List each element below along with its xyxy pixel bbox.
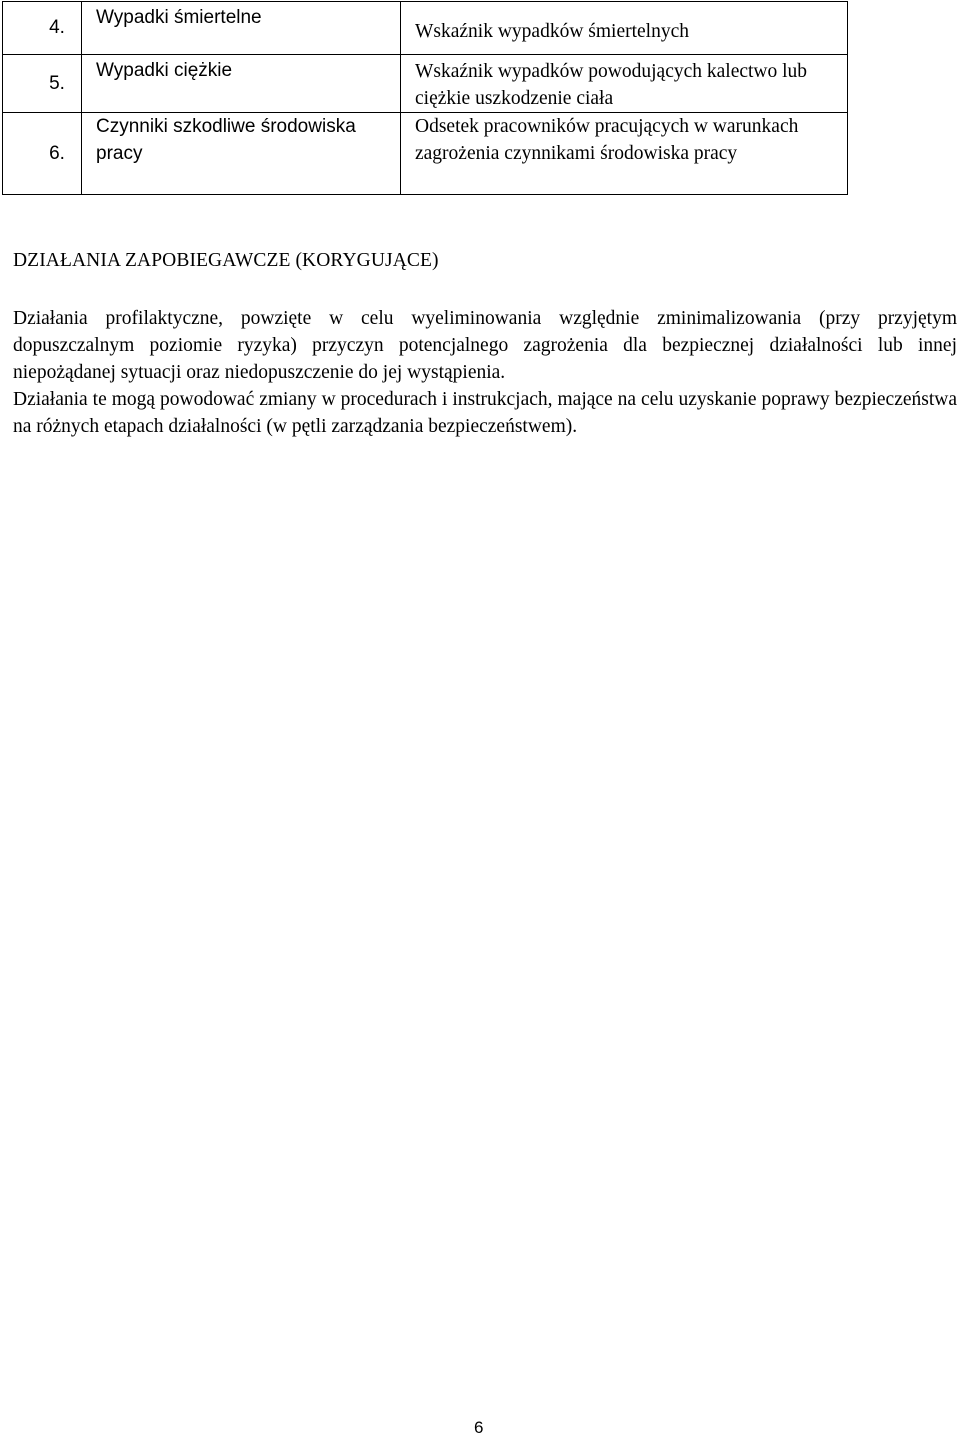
indicators-table xyxy=(2,1,848,195)
category-cell: Czynniki szkodliwe środowiska pracy xyxy=(82,113,401,195)
table-row xyxy=(3,113,848,195)
table-row xyxy=(3,2,848,55)
table-row xyxy=(3,55,848,113)
indicator-cell: Wskaźnik wypadków powodujących kalectwo lub ciężkie uszkodzenie ciała xyxy=(401,55,848,113)
row-number: 6. xyxy=(3,113,82,195)
indicator-cell: Wskaźnik wypadków śmiertelnych xyxy=(401,2,848,55)
category-cell: Wypadki ciężkie xyxy=(82,55,401,113)
row-number: 5. xyxy=(3,55,82,113)
category-cell: Wypadki śmiertelne xyxy=(82,2,401,55)
paragraph: Działania profilaktyczne, powzięte w celu wyeliminowania względnie zminimalizowania (przy przyjętym dopuszczalnym poziomie ryzyka) przyczyn potencjalnego zagrożenia dla bezpiecznej działalności lub innej niepożądanej sytuacji oraz niedopuszczenie do jej wystąpienia. xyxy=(13,308,957,383)
row-number: 4. xyxy=(3,2,82,55)
paragraph: Działania te mogą powodować zmiany w procedurach i instrukcjach, mające na celu uzyskanie poprawy bezpieczeństwa na różnych etapach działalności (w pętli zarządzania bezpieczeństwem). xyxy=(13,389,957,437)
section-heading: DZIAŁANIA ZAPOBIEGAWCZE (KORYGUJĄCE) xyxy=(13,250,439,271)
indicator-cell: Odsetek pracowników pracujących w warunkach zagrożenia czynnikami środowiska pracy xyxy=(401,113,848,195)
page-number: 6 xyxy=(474,1418,484,1437)
